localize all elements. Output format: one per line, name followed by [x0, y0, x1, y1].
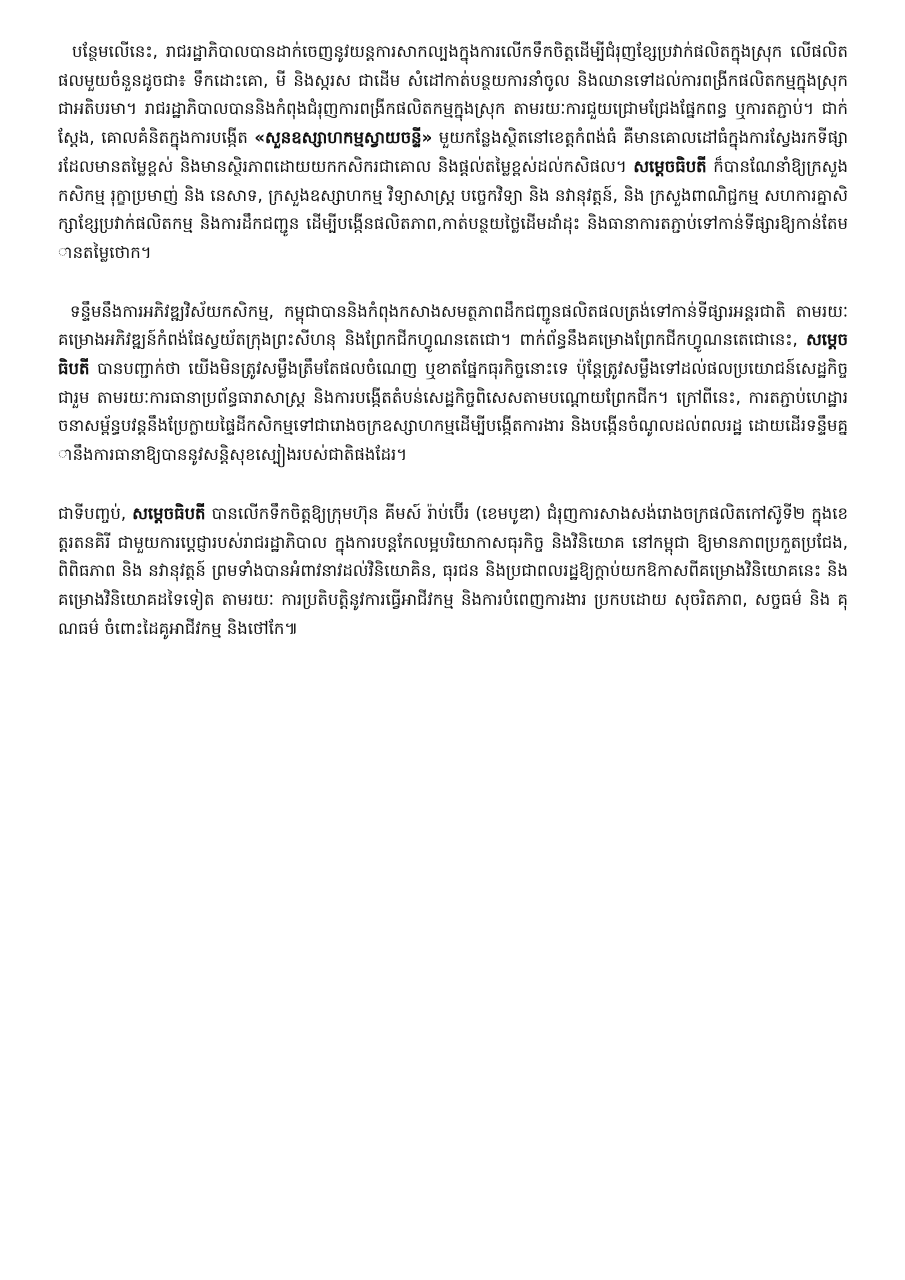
- paragraph-1-text: ក៏បានណែនាំឱ្យក្រសួងកសិកម្ម រុក្ខាប្រមាញ់ និង នេសាទ, ក្រសួងឧស្សាហកម្ម វិទ្យាសាស្ត្រ បច្ចេកវិទ្យា និង នវានុវត្តន៍, និង ក្រសួងពាណិជ្ជកម្ម សហការគ្នាសិក្សាខ្សែប្រវាក់ផលិតកម្ម និងការដឹកជញ្ជូន ដើម្បីបង្កើនផលិតភាព,កាត់បន្ថយថ្លៃដើមដាំដុះ និងធានាការតភ្ជាប់ទៅកាន់ទីផ្សារឱ្យកាន់តែមានតម្លៃថោក។: [58, 156, 848, 262]
- paragraph-3-text: បានលើកទឹកចិត្តឱ្យក្រុមហ៊ុន គីមស៍ រ៉ាប់ប៊ើរ (ខេមបូឌា) ជំរុញការសាងសង់រោងចក្រផលិតកៅស៊ូទី២ ក្នុងខេត្តរតនគិរី ជាមួយការប្តេជ្ញារបស់រាជរដ្ឋាភិបាល ក្នុងការបន្តកែលម្អបរិយាកាសធុរកិច្ច និងវិនិយោគ នៅកម្ពុជា ឱ្យមានភាពប្រកួតប្រជែង, ពិពិធភាព និង នវានុវត្តន៍ ព្រមទាំងបានអំពាវនាវដល់វិនិយោគិន, ធុរជន និងប្រជាពលរដ្ឋឱ្យក្តាប់យកឱកាសពីគម្រោងវិនិយោគនេះ និងគម្រោងវិនិយោគដទៃទៀត តាមរយៈ ការប្រតិបត្តិនូវការធ្វើអាជីវកម្ម និងការបំពេញការងារ ប្រកបដោយ សុចរិតភាព, សច្ចធម៌ និង គុណធម៌ ចំពោះដៃគូអាជីវកម្ម និងថៅកែ៕: [58, 503, 848, 638]
- paragraph-2: [58, 298, 848, 470]
- paragraph-3-bold-title: សម្តេចធិបតី: [132, 503, 206, 523]
- paragraph-2-text: ទន្ទឹមនឹងការអភិវឌ្ឍវិស័យកសិកម្ម, កម្ពុជាបាននិងកំពុងកសាងសមត្ថភាពដឹកជញ្ជូនផលិតផលត្រង់ទៅកាន់ទីផ្សារអន្តរជាតិ តាមរយៈគម្រោងអភិវឌ្ឍន៍កំពង់ផែស្វយ័តក្រុងព្រះសីហនុ និងព្រែកជីកហ្វូណនតេជោ។ ពាក់ព័ន្ធនឹងគម្រោងព្រែកជីកហ្វូណនតេជោនេះ,: [58, 301, 848, 350]
- paragraph-1-text: មួយកន្លែងស្ថិតនៅខេត្តកំពង់ធំ គឺមានគោលដៅធំក្នុងការស្វែងរកទីផ្សារដែលមានតម្លៃខ្ពស់ និងមានស្ថិរភាពដោយយកកសិករជាគោល និងផ្តល់តម្លៃខ្ពស់ដល់កសិផល។: [58, 128, 848, 176]
- paragraph-2-text: បានបញ្ជាក់ថា យើងមិនត្រូវសម្លឹងត្រឹមតែផលចំណេញ ឬខាតផ្នែកធុរកិច្ចនោះទេ ប៉ុន្តែត្រូវសម្លឹងទៅដល់ផលប្រយោជន៍សេដ្ឋកិច្ចជារួម តាមរយៈការធានាប្រព័ន្ធធារាសាស្ត្រ និងការបង្កើតតំបន់សេដ្ឋកិច្ចពិសេសតាមបណ្តោយព្រែកជីក។ ក្រៅពីនេះ, ការតភ្ជាប់ហេដ្ឋារចនាសម្ព័ន្ធបវន្តនឹងប្រែក្លាយផ្ទៃដីកសិកម្មទៅជារោងចក្រឧស្សាហកម្មដើម្បីបង្កើតការងារ និងបង្កើនចំណូលដល់ពលរដ្ឋ ដោយដើរទន្ទឹមគ្នានឹងការធានាឱ្យបាននូវសន្តិសុខស្បៀងរបស់ជាតិផងដែរ។: [58, 359, 848, 465]
- paragraph-1-text: បន្ថែមលើនេះ, រាជរដ្ឋាភិបាលបានដាក់ចេញនូវយន្តការសាកល្បងក្នុងការលើកទឹកចិត្តដើម្បីជំរុញខ្សែប្រវាក់ផលិតក្នុងស្រុក លើផលិតផលមួយចំនួនដូចជា៖ ទឹកដោះគោ, មី និងស្ករស ជាដើម សំដៅកាត់បន្ថយការនាំចូល និងឈានទៅដល់ការពង្រីកផលិតកម្មក្នុងស្រុក ជាអតិបរមា។ រាជរដ្ឋាភិបាលបាននិងកំពុងជំរុញការពង្រីកផលិតកម្មក្នុងស្រុក តាមរយៈការជួយជ្រោមជ្រែងផ្នែកពន្ធ ឬការតភ្ជាប់។ ជាក់ស្តែង, គោលគំនិតក្នុងការបង្កើត: [58, 42, 848, 148]
- paragraph-3: [58, 500, 848, 644]
- paragraph-3-text: ជាទីបញ្ចប់,: [58, 503, 133, 523]
- paragraph-1-bold-park-name: «សួនឧស្សាហកម្មស្វាយចន្ទី»: [254, 128, 433, 148]
- paragraph-2-bold-title: សម្តេចធិបតី: [58, 330, 848, 379]
- paragraph-1-bold-title: សម្តេចធិបតី: [633, 156, 707, 176]
- document-page: [58, 38, 848, 643]
- paragraph-1: [58, 38, 848, 268]
